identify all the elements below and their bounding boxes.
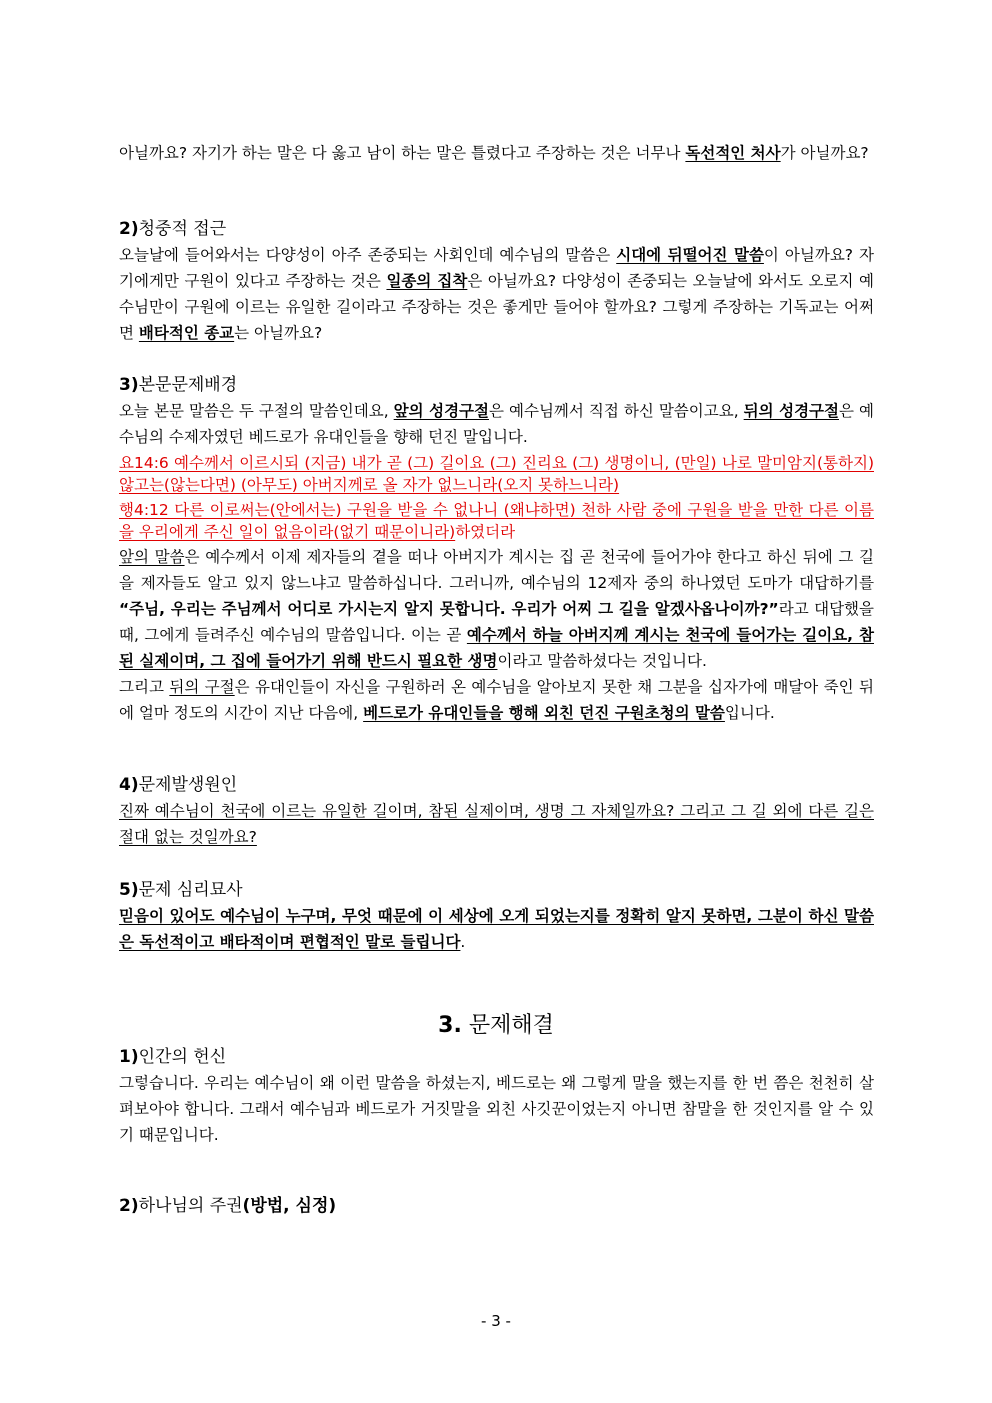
emphasis: 예수께서 하늘 아버지께 계시는 천국에 들어가는 길이요, 참된 실제이며, 그 집에 들어가기 위해 반드시 필요한 생명 <box>119 626 874 670</box>
text: 아닐까요? 자기가 하는 말은 다 옳고 남이 하는 말은 틀렸다고 주장하는 것은 너무나 <box>119 144 686 162</box>
intro-paragraph <box>119 140 874 166</box>
page-number: - 3 - <box>481 1312 511 1330</box>
section-body: 오늘 본문 말씀은 두 구절의 말씀인데요, 앞의 성경구절은 예수님께서 직접 하신 말씀이고요, 뒤의 성경구절은 예수님의 수제자였던 베드로가 유대인들을 향해 던진 말입니다. <box>119 402 874 446</box>
section-2 <box>119 217 874 346</box>
section-heading: 3)본문문제배경 <box>119 375 238 395</box>
emphasis: 독선적인 처사 <box>685 144 781 162</box>
section-body: 믿음이 있어도 예수님이 누구며, 무엇 때문에 이 세상에 오게 되었는지를 정확히 알지 못하면, 그분이 하신 말씀은 독선적이고 배타적이며 편협적인 말로 들립니다. <box>119 907 874 951</box>
emphasis: 뒤의 성경구절 <box>743 402 839 420</box>
chapter-section-2 <box>119 1194 874 1218</box>
section-4 <box>119 773 874 850</box>
chapter-title: 3. 문제해결 <box>438 1013 554 1038</box>
section-heading: 2)하나님의 주권(방법, 심정) <box>119 1196 337 1216</box>
section-3 <box>119 373 874 726</box>
emphasis: 앞의 말씀 <box>119 548 185 566</box>
chapter-section-1 <box>119 1045 874 1148</box>
section-body: 오늘날에 들어와서는 다양성이 아주 존중되는 사회인데 예수님의 말씀은 시대에 뒤떨어진 말씀이 아닐까요? 자기에게만 구원이 있다고 주장하는 것은 일종의 집착은 아닐까요? 다양성이 존중되는 오늘날에 와서도 오로지 예수님만이 구원에 이르는 유일한 길이라고 주장하는 것은 좋게만 들어야 할까요? 그렇게 주장하는 기독교는 어쩌면 배타적인 종교는 아닐까요? <box>119 246 874 342</box>
quote: “주님, 우리는 주님께서 어디로 가시는지 알지 못합니다. 우리가 어찌 그 길을 알겠사옵나이까?” <box>119 600 779 618</box>
emphasis: 뒤의 구절 <box>169 678 235 696</box>
section-body: 그리고 뒤의 구절은 유대인들이 자신을 구원하러 온 예수님을 알아보지 못한 채 그분을 십자가에 매달아 죽인 뒤에 얼마 정도의 시간이 지난 다음에, 베드로가 유대인들을 행해 외친 던진 구원초청의 말씀입니다. <box>119 678 874 722</box>
section-body: 앞의 말씀은 예수께서 이제 제자들의 곁을 떠나 아버지가 계시는 집 곧 천국에 들어가야 한다고 하신 뒤에 그 길을 제자들도 알고 있지 않느냐고 말씀하십니다. 그러니까, 예수님의 12제자 중의 하나였던 도마가 대답하기를 “주님, 우리는 주님께서 어디로 가시는지 알지 못합니다. 우리가 어찌 그 길을 알겠사옵나이까?”라고 대답했을 때, 그에게 들려주신 예수님의 말씀입니다. 이는 곧 예수께서 하늘 아버지께 계시는 천국에 들어가는 길이요, 참된 실제이며, 그 집에 들어가기 위해 반드시 필요한 생명이라고 말씀하셨다는 것입니다. <box>119 548 874 670</box>
section-heading: 4)문제발생원인 <box>119 775 238 795</box>
text: 가 아닐까요? <box>780 144 869 162</box>
section-5 <box>119 878 874 955</box>
section-body: 그렇습니다. 우리는 예수님이 왜 이런 말씀을 하셨는지, 베드로는 왜 그렇게 말을 했는지를 한 번 쯤은 천천히 살펴보아야 합니다. 그래서 예수님과 베드로가 거짓말을 외친 사깃꾼이었는지 아니면 참말을 한 것인지를 알 수 있기 때문입니다. <box>119 1074 874 1144</box>
emphasis: 믿음이 있어도 예수님이 누구며, 무엇 때문에 이 세상에 오게 되었는지를 정확히 알지 못하면, 그분이 하신 말씀은 독선적이고 배타적이며 편협적인 말로 들립니다 <box>119 907 874 951</box>
section-heading: 2)청중적 접근 <box>119 219 227 239</box>
emphasis: 시대에 뒤떨어진 말씀 <box>616 246 764 264</box>
section-heading: 5)문제 심리묘사 <box>119 880 243 900</box>
verse-john-14-6: 요14:6 예수께서 이르시되 (지금) 내가 곧 (그) 길이요 (그) 진리요 (그) 생명이니, (만일) 나로 말미암지(통하지) 않고는(않는다면) (아무도) 아버지께로 올 자가 없느니라(오지 못하느니라) <box>119 454 874 494</box>
section-heading: 1)인간의 헌신 <box>119 1047 227 1067</box>
emphasis: 배타적인 종교 <box>138 324 235 342</box>
emphasis: 앞의 성경구절 <box>393 402 489 420</box>
emphasis: 일종의 집착 <box>386 272 468 290</box>
emphasis: 베드로가 유대인들을 행해 외친 던진 구원초청의 말씀 <box>363 704 725 722</box>
section-body: 진짜 예수님이 천국에 이르는 유일한 길이며, 참된 실제이며, 생명 그 자체일까요? 그리고 그 길 외에 다른 길은 절대 없는 것일까요? <box>119 802 874 846</box>
verse-acts-4-12: 행4:12 다른 이로써는(안에서는) 구원을 받을 수 없나니 (왜냐하면) 천하 사람 중에 구원을 받을 만한 다른 이름을 우리에게 주신 일이 없음이라(없기 때문이니라)하였더라 <box>119 501 874 541</box>
